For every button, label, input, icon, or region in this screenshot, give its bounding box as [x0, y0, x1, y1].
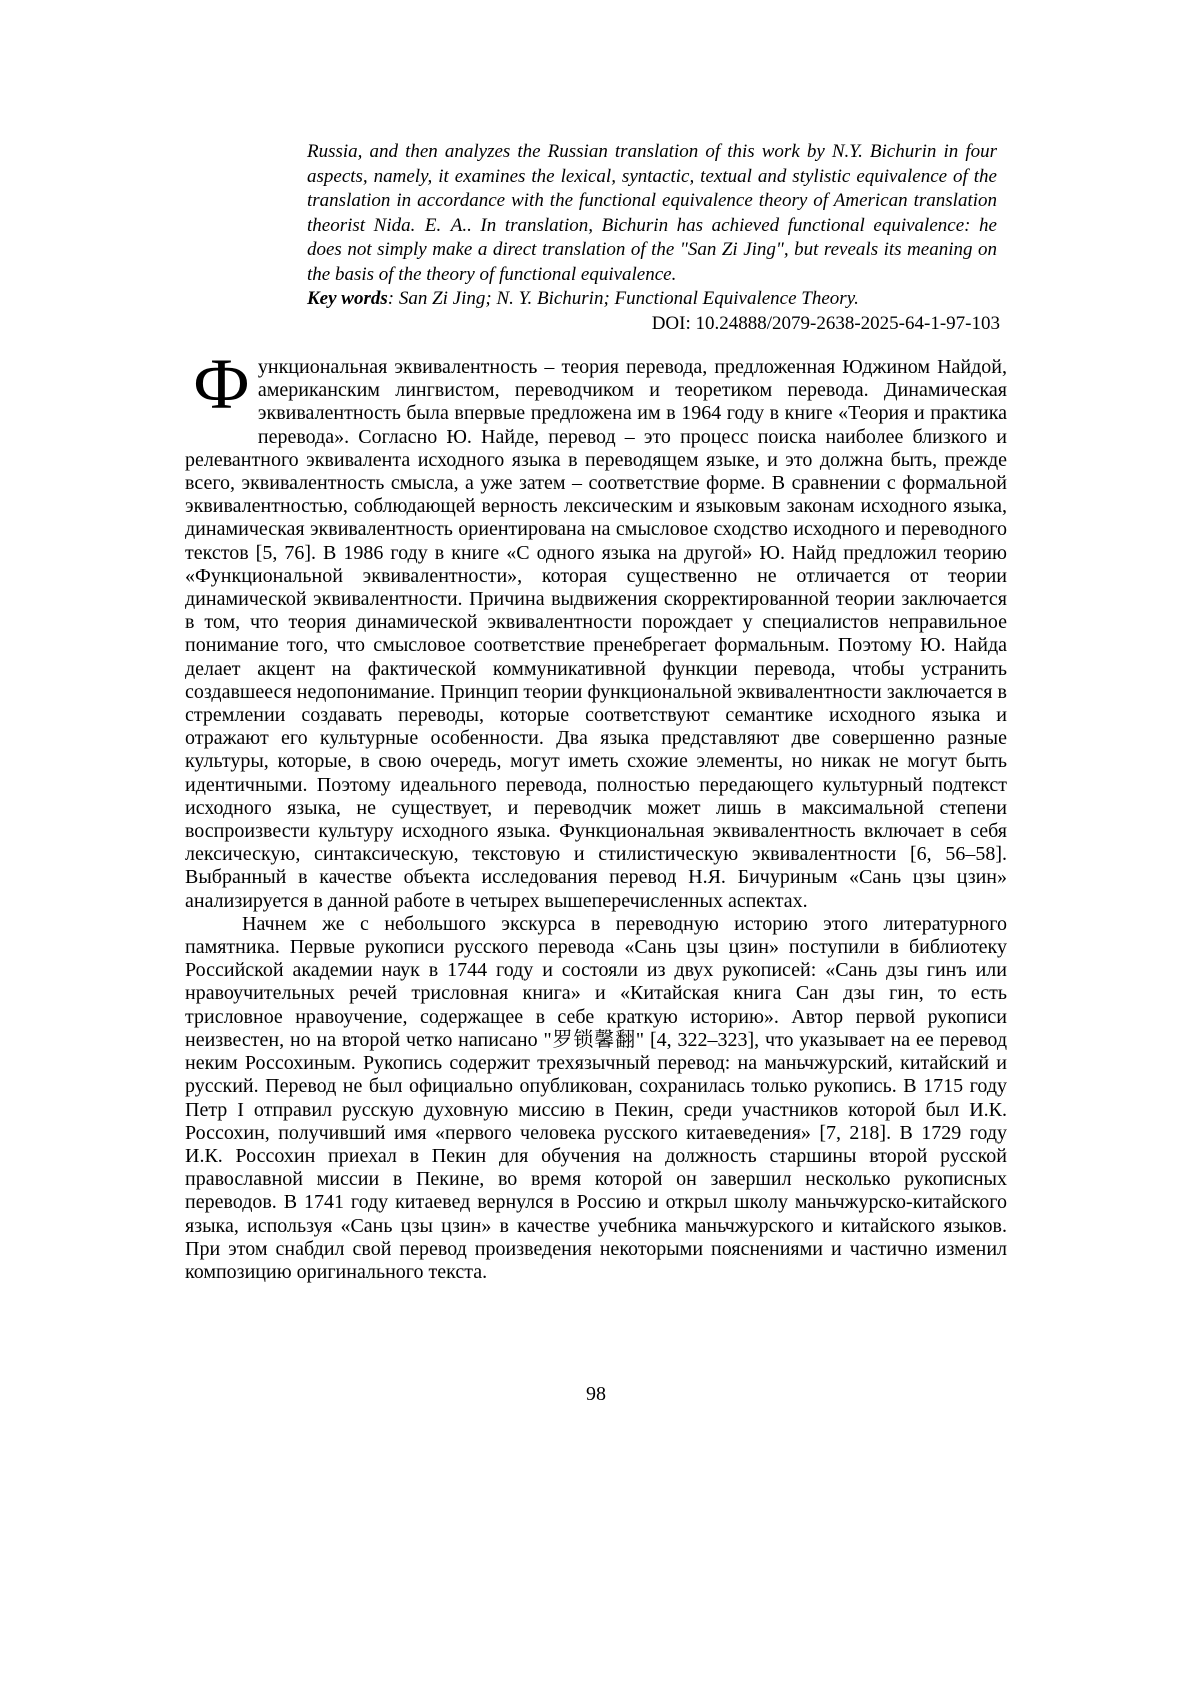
keywords-text: : San Zi Jing; N. Y. Bichurin; Functional Equivalence Theory. — [387, 288, 859, 309]
abstract-text: Russia, and then analyzes the Russian translation of this work by N.Y. Bichurin in four aspects, namely, it examines the lexical, syntactic, textual and stylistic equivalence of the translation in accordance with the functional equivalence theory of American translation theorist Nida. E. A.. In translation, Bichurin has achieved functional equivalence: he does not simply make a direct translation of the "San Zi Jing", but reveals its meaning on the basis of the theory of functional equivalence. — [307, 141, 997, 285]
abstract-block — [307, 140, 997, 312]
keywords-line — [307, 287, 997, 312]
dropcap-letter: Ф — [193, 344, 250, 424]
article-body — [185, 344, 1007, 1284]
doi-line: DOI: 10.24888/2079-2638-2025-64-1-97-103 — [651, 312, 1000, 334]
page-content — [185, 0, 1007, 1284]
paragraph-translation-history: Начнем же с небольшого экскурса в переводную историю этого литературного памятника. Первые рукописи русского перевода «Сань цзы цзин» поступили в библиотеку Российской академии наук в 1744 году и состояли из двух рукописей: «Сань дзы гинъ или нравоучительных речей трисловная книга» и «Китайская книга Сан дзы гин, то есть трисловное нравоучение, содержащее в себе краткую историю». Автор первой рукописи неизвестен, но на второй четко написано "罗锁馨翻" [4, 322–323], что указывает на ее перевод неким Россохиным. Рукопись содержит трехязычный перевод: на маньчжурский, китайский и русский. Перевод не был официально опубликован, сохранилась только рукопись. В 1715 году Петр I отправил русскую духовную миссию в Пекин, среди участников которой был И.К. Россохин, получивший имя «первого человека русского китаеведения» [7, 218]. В 1729 году И.К. Россохин приехал в Пекин для обучения на должность старшины второй русской православной миссии в Пекине, во время которой он завершил несколько рукописных переводов. В 1741 году китаевед вернулся в Россию и открыл школу маньчжурско-китайского языка, используя «Сань цзы цзин» в качестве учебника маньчжурского и китайского языков. При этом снабдил свой перевод произведения некоторыми пояснениями и частично изменил композицию оригинального текста. — [185, 912, 1007, 1283]
paragraph-functional-equivalence — [185, 344, 1007, 913]
paragraph-1-text: ункциональная эквивалентность – теория перевода, предложенная Юджином Найдой, американским лингвистом, переводчиком и теоретиком перевода. Динамическая эквивалентность была впервые предложена им в 1964 году в книге «Теория и практика перевода». Согласно Ю. Найде, перевод – это процесс поиска наиболее близкого и релевантного эквивалента исходного языка в переводящем языке, и это должна быть, прежде всего, эквивалентность смысла, а уже затем – соответствие форме. В сравнении с формальной эквивалентностью, соблюдающей верность лексическим и языковым законам исходного языка, динамическая эквивалентность ориентирована на смысловое сходство исходного и переводного текстов [5, 76]. В 1986 году в книге «С одного языка на другой» Ю. Найд предложил теорию «Функциональной эквивалентности», которая существенно не отличается от теории динамической эквивалентности. Причина выдвижения скорректированной теории заключается в том, что теория динамической эквивалентности порождает у специалистов неправильное понимание того, что смысловое соответствие пренебрегает формальным. Поэтому Ю. Найда делает акцент на фактической коммуникативной функции перевода, чтобы устранить создавшееся недопонимание. Принцип теории функциональной эквивалентности заключается в стремлении создавать переводы, которые соответствуют семантике исходного языка и отражают его культурные особенности. Два языка представляют две совершенно разные культуры, которые, в свою очередь, могут иметь схожие элементы, но никак не могут быть идентичными. Поэтому идеального перевода, полностью передающего культурный подтекст исходного языка, не существует, и переводчик может лишь в максимальной степени воспроизвести культуру исходного языка. Функциональная эквивалентность включает в себя лексическую, синтаксическую, текстовую и стилистическую эквивалентности [6, 56–58]. Выбранный в качестве объекта исследования перевод Н.Я. Бичуриным «Сань цзы цзин» анализируется в данной работе в четырех вышеперечисленных аспектах. — [185, 356, 1007, 912]
keywords-label: Key words — [307, 288, 388, 309]
page-number: 98 — [586, 1383, 606, 1405]
